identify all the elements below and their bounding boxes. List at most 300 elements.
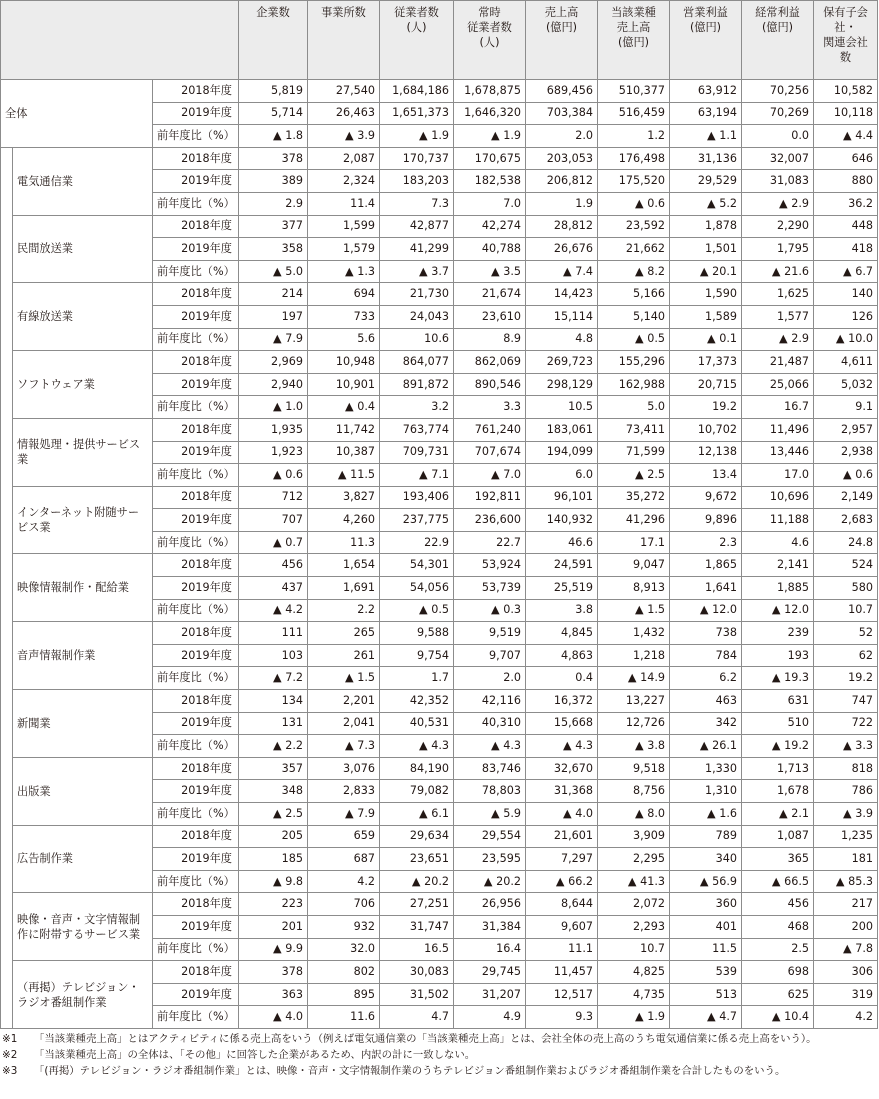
indent-cell <box>1 351 13 374</box>
value-cell: 1,590 <box>670 283 742 306</box>
value-cell: 32.0 <box>308 938 380 961</box>
value-cell: 46.6 <box>526 531 598 554</box>
table-row <box>1 554 878 577</box>
value-cell: ▲ 4.0 <box>526 803 598 826</box>
value-cell: 10,582 <box>814 80 878 103</box>
year-label: 2019年度 <box>153 305 239 328</box>
category-label: 映像情報制作・配給業 <box>13 554 153 622</box>
value-cell: 1,577 <box>742 305 814 328</box>
year-label: 2019年度 <box>153 915 239 938</box>
value-cell: 463 <box>670 690 742 713</box>
value-cell: ▲ 2.9 <box>742 192 814 215</box>
value-cell: 12,726 <box>598 712 670 735</box>
col-header: 経常利益 (億円) <box>742 1 814 80</box>
value-cell: 2,969 <box>239 351 308 374</box>
value-cell: 2,957 <box>814 418 878 441</box>
table-row <box>1 486 878 509</box>
indent-cell <box>1 780 13 803</box>
value-cell: 214 <box>239 283 308 306</box>
value-cell: 2,290 <box>742 215 814 238</box>
value-cell: 1,923 <box>239 441 308 464</box>
value-cell: 1,684,186 <box>380 80 454 103</box>
value-cell: ▲ 3.3 <box>814 735 878 758</box>
value-cell: 707,674 <box>454 441 526 464</box>
year-label: 2018年度 <box>153 351 239 374</box>
value-cell: 31,384 <box>454 915 526 938</box>
value-cell: 78,803 <box>454 780 526 803</box>
value-cell: 7,297 <box>526 848 598 871</box>
header-blank <box>1 1 239 80</box>
value-cell: 25,066 <box>742 373 814 396</box>
year-label: 前年度比（%） <box>153 192 239 215</box>
year-label: 2018年度 <box>153 690 239 713</box>
value-cell: 6.2 <box>670 667 742 690</box>
value-cell: 9,707 <box>454 644 526 667</box>
value-cell: 11.3 <box>308 531 380 554</box>
value-cell: 3.8 <box>526 599 598 622</box>
value-cell: 9.1 <box>814 396 878 419</box>
value-cell: 2,141 <box>742 554 814 577</box>
indent-cell <box>1 1006 13 1029</box>
category-label: ソフトウェア業 <box>13 351 153 419</box>
value-cell: 11,457 <box>526 961 598 984</box>
value-cell: 8,644 <box>526 893 598 916</box>
year-label: 2019年度 <box>153 441 239 464</box>
indent-cell <box>1 644 13 667</box>
year-label: 2018年度 <box>153 757 239 780</box>
value-cell: 192,811 <box>454 486 526 509</box>
category-label: 広告制作業 <box>13 825 153 893</box>
value-cell: 16.4 <box>454 938 526 961</box>
value-cell: 1,713 <box>742 757 814 780</box>
value-cell: ▲ 56.9 <box>670 870 742 893</box>
value-cell: 79,082 <box>380 780 454 803</box>
year-label: 2019年度 <box>153 373 239 396</box>
col-header: 従業者数 (人) <box>380 1 454 80</box>
value-cell: 1,651,373 <box>380 102 454 125</box>
value-cell: 10,948 <box>308 351 380 374</box>
value-cell: 10.7 <box>814 599 878 622</box>
value-cell: 4,260 <box>308 509 380 532</box>
category-label: 全体 <box>1 80 153 148</box>
indent-cell <box>1 441 13 464</box>
value-cell: 1,599 <box>308 215 380 238</box>
value-cell: ▲ 2.1 <box>742 803 814 826</box>
value-cell: ▲ 1.9 <box>454 125 526 148</box>
value-cell: ▲ 9.8 <box>239 870 308 893</box>
value-cell: 11.1 <box>526 938 598 961</box>
value-cell: ▲ 66.2 <box>526 870 598 893</box>
value-cell: 140,932 <box>526 509 598 532</box>
value-cell: 738 <box>670 622 742 645</box>
year-label: 前年度比（%） <box>153 599 239 622</box>
value-cell: ▲ 7.3 <box>308 735 380 758</box>
value-cell: 42,877 <box>380 215 454 238</box>
value-cell: 10.6 <box>380 328 454 351</box>
value-cell: 11,742 <box>308 418 380 441</box>
value-cell: 8.9 <box>454 328 526 351</box>
value-cell: 200 <box>814 915 878 938</box>
value-cell: 2,324 <box>308 170 380 193</box>
value-cell: 9,896 <box>670 509 742 532</box>
category-label: （再掲）テレビジョン・ラジオ番組制作業 <box>13 961 153 1029</box>
year-label: 2019年度 <box>153 644 239 667</box>
value-cell: 763,774 <box>380 418 454 441</box>
value-cell: 1,678,875 <box>454 80 526 103</box>
value-cell: ▲ 0.5 <box>380 599 454 622</box>
value-cell: 40,310 <box>454 712 526 735</box>
value-cell: 2,938 <box>814 441 878 464</box>
value-cell: 53,739 <box>454 577 526 600</box>
value-cell: ▲ 5.0 <box>239 260 308 283</box>
value-cell: 2,149 <box>814 486 878 509</box>
year-label: 2018年度 <box>153 418 239 441</box>
value-cell: 5.6 <box>308 328 380 351</box>
indent-cell <box>1 893 13 916</box>
value-cell: 32,670 <box>526 757 598 780</box>
value-cell: 2.0 <box>526 125 598 148</box>
year-label: 2019年度 <box>153 780 239 803</box>
value-cell: ▲ 85.3 <box>814 870 878 893</box>
year-label: 2018年度 <box>153 215 239 238</box>
value-cell: 53,924 <box>454 554 526 577</box>
value-cell: ▲ 66.5 <box>742 870 814 893</box>
value-cell: 22.9 <box>380 531 454 554</box>
value-cell: ▲ 19.2 <box>742 735 814 758</box>
value-cell: 237,775 <box>380 509 454 532</box>
year-label: 前年度比（%） <box>153 870 239 893</box>
value-cell: 23,592 <box>598 215 670 238</box>
value-cell: 35,272 <box>598 486 670 509</box>
value-cell: ▲ 9.9 <box>239 938 308 961</box>
value-cell: ▲ 0.3 <box>454 599 526 622</box>
value-cell: 27,540 <box>308 80 380 103</box>
value-cell: ▲ 10.0 <box>814 328 878 351</box>
value-cell: 5,714 <box>239 102 308 125</box>
table-body <box>1 80 878 1029</box>
value-cell: 239 <box>742 622 814 645</box>
value-cell: ▲ 4.4 <box>814 125 878 148</box>
year-label: 2019年度 <box>153 577 239 600</box>
value-cell: 29,745 <box>454 961 526 984</box>
value-cell: 539 <box>670 961 742 984</box>
value-cell: 17,373 <box>670 351 742 374</box>
value-cell: 389 <box>239 170 308 193</box>
value-cell: 4,845 <box>526 622 598 645</box>
value-cell: 185 <box>239 848 308 871</box>
value-cell: 84,190 <box>380 757 454 780</box>
value-cell: 31,502 <box>380 983 454 1006</box>
year-label: 前年度比（%） <box>153 396 239 419</box>
indent-cell <box>1 938 13 961</box>
value-cell: 456 <box>239 554 308 577</box>
year-label: 前年度比（%） <box>153 260 239 283</box>
value-cell: 25,519 <box>526 577 598 600</box>
value-cell: 54,301 <box>380 554 454 577</box>
value-cell: 864,077 <box>380 351 454 374</box>
col-header: 事業所数 <box>308 1 380 80</box>
value-cell: 4,735 <box>598 983 670 1006</box>
value-cell: 363 <box>239 983 308 1006</box>
value-cell: 631 <box>742 690 814 713</box>
value-cell: 42,274 <box>454 215 526 238</box>
indent-cell <box>1 486 13 509</box>
table-row <box>1 418 878 441</box>
value-cell: 659 <box>308 825 380 848</box>
value-cell: ▲ 20.2 <box>454 870 526 893</box>
value-cell: ▲ 4.3 <box>526 735 598 758</box>
value-cell: 3,909 <box>598 825 670 848</box>
value-cell: 360 <box>670 893 742 916</box>
value-cell: 4.7 <box>380 1006 454 1029</box>
value-cell: ▲ 7.2 <box>239 667 308 690</box>
value-cell: ▲ 20.2 <box>380 870 454 893</box>
value-cell: ▲ 0.6 <box>239 464 308 487</box>
table-row <box>1 757 878 780</box>
value-cell: ▲ 0.4 <box>308 396 380 419</box>
value-cell: 5,166 <box>598 283 670 306</box>
indent-cell <box>1 961 13 984</box>
indent-cell <box>1 622 13 645</box>
year-label: 2018年度 <box>153 554 239 577</box>
value-cell: 217 <box>814 893 878 916</box>
value-cell: ▲ 3.8 <box>598 735 670 758</box>
value-cell: 16.7 <box>742 396 814 419</box>
value-cell: ▲ 3.7 <box>380 260 454 283</box>
value-cell: 3.3 <box>454 396 526 419</box>
value-cell: 73,411 <box>598 418 670 441</box>
value-cell: 71,599 <box>598 441 670 464</box>
value-cell: 646 <box>814 147 878 170</box>
value-cell: 319 <box>814 983 878 1006</box>
value-cell: 1,646,320 <box>454 102 526 125</box>
value-cell: 4.8 <box>526 328 598 351</box>
value-cell: 340 <box>670 848 742 871</box>
value-cell: ▲ 6.7 <box>814 260 878 283</box>
value-cell: 36.2 <box>814 192 878 215</box>
value-cell: 706 <box>308 893 380 916</box>
value-cell: 29,634 <box>380 825 454 848</box>
value-cell: 625 <box>742 983 814 1006</box>
indent-cell <box>1 373 13 396</box>
value-cell: ▲ 0.5 <box>598 328 670 351</box>
value-cell: 401 <box>670 915 742 938</box>
value-cell: 183,061 <box>526 418 598 441</box>
indent-cell <box>1 283 13 306</box>
value-cell: 13,446 <box>742 441 814 464</box>
category-label: 有線放送業 <box>13 283 153 351</box>
value-cell: 733 <box>308 305 380 328</box>
indent-cell <box>1 848 13 871</box>
indent-cell <box>1 870 13 893</box>
value-cell: 7.0 <box>454 192 526 215</box>
indent-cell <box>1 599 13 622</box>
value-cell: 201 <box>239 915 308 938</box>
value-cell: 1,310 <box>670 780 742 803</box>
table-row <box>1 351 878 374</box>
value-cell: 170,675 <box>454 147 526 170</box>
value-cell: 236,600 <box>454 509 526 532</box>
col-header: 常時 従業者数 (人) <box>454 1 526 80</box>
value-cell: 9,047 <box>598 554 670 577</box>
value-cell: 63,194 <box>670 102 742 125</box>
value-cell: 4.6 <box>742 531 814 554</box>
value-cell: 12,138 <box>670 441 742 464</box>
value-cell: 880 <box>814 170 878 193</box>
value-cell: 83,746 <box>454 757 526 780</box>
value-cell: 698 <box>742 961 814 984</box>
value-cell: 0.0 <box>742 125 814 148</box>
value-cell: 377 <box>239 215 308 238</box>
value-cell: ▲ 1.8 <box>239 125 308 148</box>
value-cell: 24,591 <box>526 554 598 577</box>
value-cell: ▲ 7.9 <box>239 328 308 351</box>
value-cell: 30,083 <box>380 961 454 984</box>
indent-cell <box>1 554 13 577</box>
value-cell: 2,087 <box>308 147 380 170</box>
value-cell: ▲ 4.7 <box>670 1006 742 1029</box>
value-cell: 131 <box>239 712 308 735</box>
value-cell: 31,368 <box>526 780 598 803</box>
year-label: 2018年度 <box>153 961 239 984</box>
value-cell: 12,517 <box>526 983 598 1006</box>
value-cell: 891,872 <box>380 373 454 396</box>
value-cell: 41,296 <box>598 509 670 532</box>
value-cell: 1.9 <box>526 192 598 215</box>
value-cell: 802 <box>308 961 380 984</box>
value-cell: 365 <box>742 848 814 871</box>
value-cell: 31,136 <box>670 147 742 170</box>
value-cell: 13,227 <box>598 690 670 713</box>
value-cell: 4.2 <box>814 1006 878 1029</box>
value-cell: 21,487 <box>742 351 814 374</box>
indent-cell <box>1 825 13 848</box>
value-cell: 357 <box>239 757 308 780</box>
value-cell: 8,913 <box>598 577 670 600</box>
value-cell: ▲ 14.9 <box>598 667 670 690</box>
value-cell: 378 <box>239 147 308 170</box>
footnote <box>2 1047 877 1063</box>
footnote-text: 「当該業種売上高」の全体は、「その他」に回答した企業があるため、内訳の計に一致しない。 <box>34 1048 476 1061</box>
value-cell: ▲ 2.5 <box>239 803 308 826</box>
value-cell: 2,940 <box>239 373 308 396</box>
value-cell: 9,519 <box>454 622 526 645</box>
value-cell: 10.7 <box>598 938 670 961</box>
value-cell: 26,676 <box>526 238 598 261</box>
value-cell: ▲ 11.5 <box>308 464 380 487</box>
value-cell: 4,611 <box>814 351 878 374</box>
value-cell: 21,662 <box>598 238 670 261</box>
value-cell: 5,032 <box>814 373 878 396</box>
value-cell: 10,118 <box>814 102 878 125</box>
footnote-mark: ※1 <box>2 1032 18 1045</box>
value-cell: 11.5 <box>670 938 742 961</box>
value-cell: 22.7 <box>454 531 526 554</box>
year-label: 前年度比（%） <box>153 1006 239 1029</box>
value-cell: 818 <box>814 757 878 780</box>
value-cell: 1,625 <box>742 283 814 306</box>
value-cell: ▲ 20.1 <box>670 260 742 283</box>
value-cell: 70,256 <box>742 80 814 103</box>
value-cell: 140 <box>814 283 878 306</box>
value-cell: 70,269 <box>742 102 814 125</box>
value-cell: 24,043 <box>380 305 454 328</box>
indent-cell <box>1 305 13 328</box>
value-cell: 3,827 <box>308 486 380 509</box>
table-row <box>1 283 878 306</box>
value-cell: 2,293 <box>598 915 670 938</box>
value-cell: 31,207 <box>454 983 526 1006</box>
category-label: 電気通信業 <box>13 147 153 215</box>
value-cell: 183,203 <box>380 170 454 193</box>
value-cell: 1.2 <box>598 125 670 148</box>
year-label: 2019年度 <box>153 983 239 1006</box>
year-label: 前年度比（%） <box>153 803 239 826</box>
value-cell: 9,754 <box>380 644 454 667</box>
category-label: 民間放送業 <box>13 215 153 283</box>
value-cell: 17.1 <box>598 531 670 554</box>
value-cell: 155,296 <box>598 351 670 374</box>
table-row <box>1 893 878 916</box>
year-label: 2018年度 <box>153 893 239 916</box>
value-cell: ▲ 1.1 <box>670 125 742 148</box>
col-header: 当該業種 売上高 (億円) <box>598 1 670 80</box>
value-cell: 3,076 <box>308 757 380 780</box>
value-cell: 1,795 <box>742 238 814 261</box>
value-cell: 1,691 <box>308 577 380 600</box>
value-cell: 175,520 <box>598 170 670 193</box>
value-cell: ▲ 1.6 <box>670 803 742 826</box>
value-cell: ▲ 5.2 <box>670 192 742 215</box>
value-cell: 378 <box>239 961 308 984</box>
value-cell: 265 <box>308 622 380 645</box>
value-cell: 41,299 <box>380 238 454 261</box>
indent-cell <box>1 667 13 690</box>
value-cell: 342 <box>670 712 742 735</box>
value-cell: 1,218 <box>598 644 670 667</box>
indent-cell <box>1 260 13 283</box>
value-cell: 1,432 <box>598 622 670 645</box>
footnote-mark: ※2 <box>2 1048 18 1061</box>
value-cell: ▲ 1.3 <box>308 260 380 283</box>
value-cell: 21,730 <box>380 283 454 306</box>
year-label: 2019年度 <box>153 848 239 871</box>
indent-cell <box>1 418 13 441</box>
value-cell: 21,601 <box>526 825 598 848</box>
value-cell: 11.6 <box>308 1006 380 1029</box>
indent-cell <box>1 735 13 758</box>
value-cell: 5.0 <box>598 396 670 419</box>
value-cell: 27,251 <box>380 893 454 916</box>
footnotes <box>0 1031 877 1079</box>
value-cell: 19.2 <box>670 396 742 419</box>
value-cell: 2,041 <box>308 712 380 735</box>
value-cell: 524 <box>814 554 878 577</box>
value-cell: ▲ 41.3 <box>598 870 670 893</box>
value-cell: 1,501 <box>670 238 742 261</box>
value-cell: 9.3 <box>526 1006 598 1029</box>
value-cell: 54,056 <box>380 577 454 600</box>
value-cell: 42,116 <box>454 690 526 713</box>
indent-cell <box>1 983 13 1006</box>
value-cell: 261 <box>308 644 380 667</box>
value-cell: 687 <box>308 848 380 871</box>
value-cell: 722 <box>814 712 878 735</box>
value-cell: 170,737 <box>380 147 454 170</box>
value-cell: 62 <box>814 644 878 667</box>
value-cell: 182,538 <box>454 170 526 193</box>
value-cell: 40,531 <box>380 712 454 735</box>
